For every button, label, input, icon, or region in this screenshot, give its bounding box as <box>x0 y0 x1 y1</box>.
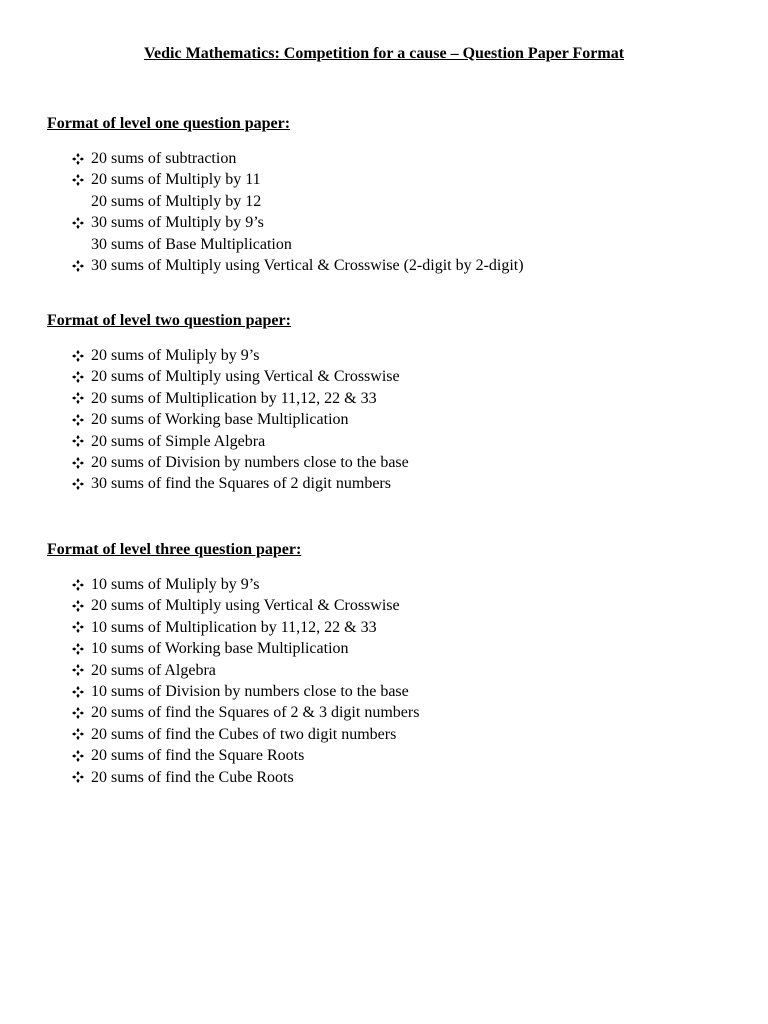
four-diamond-bullet-icon <box>71 366 85 387</box>
section-level-two <box>47 311 727 511</box>
list-item-text: 20 sums of Division by numbers close to the base <box>91 453 409 471</box>
list-item <box>47 745 727 766</box>
list-item <box>47 409 727 430</box>
list-item <box>47 767 727 788</box>
list-item <box>47 638 727 659</box>
list-item <box>47 681 727 702</box>
list-item-text: 20 sums of subtraction <box>91 150 237 167</box>
list-item <box>47 574 727 595</box>
list-item-text: 20 sums of Multiply using Vertical & Crosswise <box>91 368 400 386</box>
four-diamond-bullet-icon <box>71 212 85 233</box>
list-item-text: 10 sums of Muliply by 9’s <box>91 576 260 593</box>
list-item-text: 30 sums of Multiply by 9’s <box>91 214 264 232</box>
four-diamond-bullet-icon <box>71 169 85 190</box>
list-item <box>47 473 727 494</box>
list-item <box>47 452 727 473</box>
list-item-text: 20 sums of Multiply using Vertical & Crosswise <box>91 597 400 615</box>
four-diamond-bullet-icon <box>71 574 85 595</box>
list-item-text: 20 sums of find the Squares of 2 & 3 digit numbers <box>91 704 420 722</box>
section-level-one <box>47 114 727 292</box>
list-item-text: 20 sums of find the Cube Roots <box>91 768 294 786</box>
four-diamond-bullet-icon <box>71 617 85 638</box>
section-heading: Format of level two question paper: <box>47 312 291 329</box>
list-item-text: 30 sums of Base Multiplication <box>91 235 292 253</box>
list-item-text: 20 sums of Multiplication by 11,12, 22 & 33 <box>91 389 377 407</box>
section-heading: Format of level one question paper: <box>47 115 291 132</box>
list-item <box>47 724 727 745</box>
four-diamond-bullet-icon <box>71 745 85 766</box>
four-diamond-bullet-icon <box>71 638 85 659</box>
list-item-text: 20 sums of Multiply by 12 <box>91 192 262 210</box>
list-item-text: 30 sums of find the Squares of 2 digit numbers <box>91 475 391 493</box>
list-item-text: 20 sums of find the Cubes of two digit numbers <box>91 725 397 743</box>
list-item-text: 30 sums of Multiply using Vertical & Crosswise (2-digit by 2-digit) <box>91 256 524 274</box>
list-item-text: 10 sums of Multiplication by 11,12, 22 & 33 <box>91 618 377 636</box>
list-item-text: 20 sums of Muliply by 9’s <box>91 347 260 364</box>
list-item <box>47 366 727 387</box>
document-title: Vedic Mathematics: Competition for a cause – Question Paper Format <box>143 45 625 62</box>
four-diamond-bullet-icon <box>71 660 85 681</box>
four-diamond-bullet-icon <box>71 431 85 452</box>
list-item <box>47 234 727 255</box>
list-item-text: 20 sums of Multiply by 11 <box>91 171 261 189</box>
item-list <box>47 574 727 788</box>
four-diamond-bullet-icon <box>71 702 85 723</box>
four-diamond-bullet-icon <box>71 345 85 366</box>
list-item-text: 20 sums of Working base Multiplication <box>91 411 349 429</box>
four-diamond-bullet-icon <box>71 409 85 430</box>
list-item-text: 10 sums of Working base Multiplication <box>91 640 349 658</box>
four-diamond-bullet-icon <box>71 452 85 473</box>
list-item-text: 20 sums of Simple Algebra <box>91 432 266 450</box>
list-item <box>47 191 727 212</box>
list-item <box>47 212 727 233</box>
section-heading: Format of level three question paper: <box>47 541 302 558</box>
list-item <box>47 255 727 276</box>
item-list <box>47 148 727 276</box>
four-diamond-bullet-icon <box>71 724 85 745</box>
item-list <box>47 345 727 495</box>
four-diamond-bullet-icon <box>71 681 85 702</box>
four-diamond-bullet-icon <box>71 767 85 788</box>
four-diamond-bullet-icon <box>71 255 85 276</box>
list-item <box>47 169 727 190</box>
list-item <box>47 617 727 638</box>
list-item <box>47 595 727 616</box>
four-diamond-bullet-icon <box>71 388 85 409</box>
list-item <box>47 148 727 169</box>
list-item <box>47 345 727 366</box>
list-item <box>47 660 727 681</box>
four-diamond-bullet-icon <box>71 148 85 169</box>
list-item-text: 10 sums of Division by numbers close to the base <box>91 682 409 700</box>
section-level-three <box>47 540 727 804</box>
four-diamond-bullet-icon <box>71 595 85 616</box>
list-item <box>47 702 727 723</box>
list-item-text: 20 sums of find the Square Roots <box>91 747 305 765</box>
four-diamond-bullet-icon <box>71 473 85 494</box>
list-item <box>47 431 727 452</box>
list-item <box>47 388 727 409</box>
list-item-text: 20 sums of Algebra <box>91 661 216 679</box>
